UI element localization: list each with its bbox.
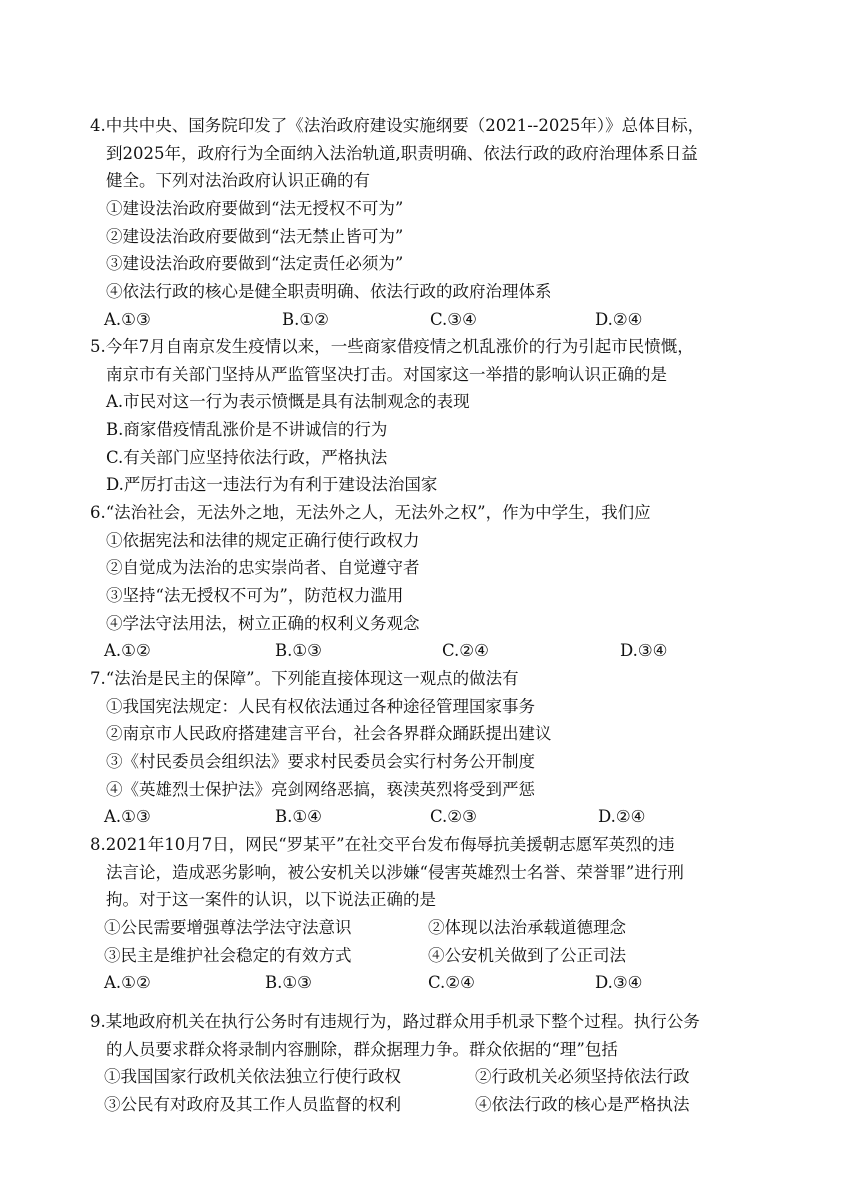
statement-option: ②南京市人民政府搭建建言平台，社会各界群众踊跃提出建议 [106,724,552,744]
answer-choices [90,637,810,665]
question-7 [90,665,810,831]
question-4 [90,112,810,334]
question-stem-line: 9.某地政府机关在执行公务时有违规行为，路过群众用手机录下整个过程。执行公务 [90,1012,700,1031]
statement-option: ④依法行政的核心是严格执法 [475,1095,690,1115]
choice-c: C.②④ [442,641,489,661]
statement-option: ④公安机关做到了公正司法 [428,945,626,965]
choice-d: D.③④ [595,973,643,993]
question-stem-line: 4.中共中央、国务院印发了《法治政府建设实施纲要（2021--2025年）》总体目标， [90,116,705,135]
statement-option: ③《村民委员会组织法》要求村民委员会实行村务公开制度 [106,752,535,772]
statement-pair [90,914,810,942]
choice-d: D.②④ [598,807,646,827]
question-stem-line: 6.“法治社会，无法外之地，无法外之人，无法外之权”，作为中学生，我们应 [90,503,651,522]
answer-choices [90,803,810,831]
question-stem-line: 5.今年7月自南京发生疫情以来，一些商家借疫情之机乱涨价的行为引起市民愤慨， [90,337,694,356]
question-stem-line: 到2025年，政府行为全面纳入法治轨道,职责明确、依法行政的政府治理体系日益 [106,143,698,163]
question-stem-line: 的人员要求群众将录制内容删除，群众据理力争。群众依据的“理”包括 [106,1039,618,1059]
statement-option: ①建设法治政府要做到“法无授权不可为” [106,199,404,219]
statement-option: ②自觉成为法治的忠实崇尚者、自觉遵守者 [106,558,420,578]
answer-option: C.有关部门应坚持依法行政，严格执法 [106,447,388,467]
statement-option: ④《英雄烈士保护法》亮剑网络恶搞，亵渎英烈将受到严惩 [106,779,535,799]
choice-c: C.②③ [430,807,477,827]
statement-option: ③坚持“法无授权不可为”，防范权力滥用 [106,586,404,606]
choice-b: B.①③ [265,973,312,993]
question-stem-line: 健全。下列对法治政府认识正确的有 [106,171,370,191]
choice-b: B.①④ [275,807,322,827]
statement-pair [90,1063,810,1091]
choice-d: D.②④ [595,309,643,329]
statement-option: ③建设法治政府要做到“法定责任必须为” [106,254,404,274]
choice-a: A.①② [104,973,151,993]
statement-option: ①我国国家行政机关依法独立行使行政权 [104,1067,401,1087]
answer-choices [90,306,810,334]
statement-option: ③民主是维护社会稳定的有效方式 [104,945,352,965]
choice-c: C.②④ [428,973,475,993]
statement-option: ④依法行政的核心是健全职责明确、依法行政的政府治理体系 [106,282,552,302]
statement-pair [90,942,810,970]
choice-c: C.③④ [430,309,477,329]
statement-option: ①我国宪法规定：人民有权依法通过各种途径管理国家事务 [106,696,535,716]
statement-option: ②行政机关必须坚持依法行政 [475,1067,690,1087]
statement-option: ④学法守法用法，树立正确的权利义务观念 [106,613,420,633]
question-6 [90,499,810,665]
choice-b: B.①③ [275,641,322,661]
statement-option: ②建设法治政府要做到“法无禁止皆可为” [106,226,404,246]
statement-option: ②体现以法治承载道德理念 [428,918,626,938]
answer-option: A.市民对这一行为表示愤慨是具有法制观念的表现 [106,392,470,412]
question-stem-line: 8.2021年10月7日，网民“罗某平”在社交平台发布侮辱抗美援朝志愿军英烈的违 [90,835,675,854]
question-stem-line: 法言论，造成恶劣影响，被公安机关以涉嫌“侵害英雄烈士名誉、荣誉罪”进行刑 [106,862,684,882]
question-9 [90,1008,810,1119]
statement-pair [90,1091,810,1119]
choice-a: A.①② [104,641,151,661]
statement-option: ①依据宪法和法律的规定正确行使行政权力 [106,530,420,550]
question-8 [90,831,810,997]
question-stem-line: 拘。对于这一案件的认识，以下说法正确的是 [106,890,436,910]
statement-option: ①公民需要增强尊法学法守法意识 [104,918,352,938]
question-stem-line: 7.“法治是民主的保障”。下列能直接体现这一观点的做法有 [90,669,519,688]
statement-option: ③公民有对政府及其工作人员监督的权利 [104,1095,401,1115]
choice-a: A.①③ [104,807,151,827]
question-5 [90,333,810,499]
choice-b: B.①② [282,309,329,329]
question-stem-line: 南京市有关部门坚持从严监管坚决打击。对国家这一举措的影响认识正确的是 [106,364,667,384]
answer-choices [90,969,810,997]
answer-option: B.商家借疫情乱涨价是不讲诚信的行为 [106,420,388,440]
choice-d: D.③④ [620,641,668,661]
choice-a: A.①③ [104,309,151,329]
answer-option: D.严厉打击这一违法行为有利于建设法治国家 [106,475,438,495]
